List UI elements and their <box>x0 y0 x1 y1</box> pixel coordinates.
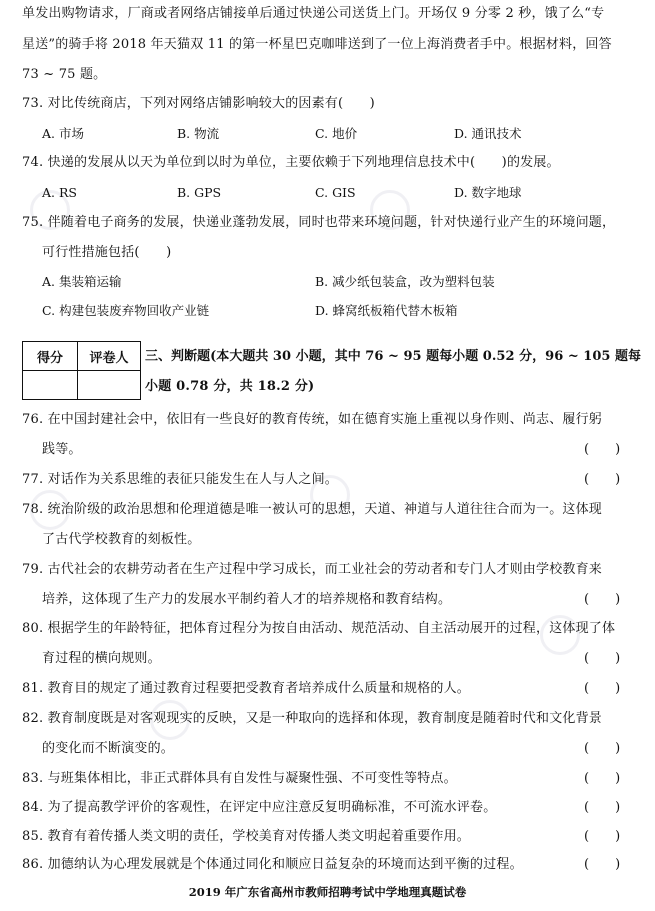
q74-option-c: C. GIS <box>315 185 356 200</box>
judgment-79: 培养，这体现了生产力的发展水平制约着人才的培养规格和教育结构。 <box>42 592 452 607</box>
answer-paren: ( ) <box>584 442 621 457</box>
q75-option-a: A. 集装箱运输 <box>42 274 122 289</box>
judgment-78: 78. 统治阶级的政治思想和伦理道德是唯一被认可的思想，天道、神道与人道往往合而为一。这体现 <box>22 502 603 517</box>
judgment-80: 80. 根据学生的年龄特征，把体育过程分为按自由活动、规范活动、自主活动展开的过程，这体现了体 <box>22 621 616 636</box>
q73-option-a: A. 市场 <box>42 126 84 141</box>
judgment-82: 82. 教育制度既是对客观现实的反映，又是一种取向的选择和体现，教育制度是随着时代和文化背景 <box>22 711 603 726</box>
intro-line: 73 ~ 75 题。 <box>22 67 107 82</box>
grader-label: 评卷人 <box>78 342 141 371</box>
q74-option-d: D. 数字地球 <box>454 185 522 200</box>
q73-option-c: C. 地价 <box>315 126 358 141</box>
judgment-86: 86. 加德纳认为心理发展就是个体通过同化和顺应日益复杂的环境而达到平衡的过程。 <box>22 857 523 872</box>
page-footer: 2019 年广东省高州市教师招聘考试中学地理真题试卷 <box>188 885 467 899</box>
answer-paren: ( ) <box>584 651 621 666</box>
judgment-78: 了古代学校教育的刻板性。 <box>42 532 201 547</box>
judgment-80: 育过程的横向规则。 <box>42 651 161 666</box>
judgment-76: 践等。 <box>42 442 82 457</box>
question-75-stem: 可行性措施包括( ) <box>42 245 172 260</box>
question-75-stem: 75. 伴随着电子商务的发展，快递业蓬勃发展，同时也带来环境问题，针对快递行业产生的环境问题， <box>22 215 616 230</box>
intro-line: 星送”的骑手将 2018 年天猫双 11 的第一杯星巴克咖啡送到了一位上海消费者手中。根据材料，回答 <box>22 37 612 52</box>
answer-paren: ( ) <box>584 472 621 487</box>
judgment-79: 79. 古代社会的农耕劳动者在生产过程中学习成长，而工业社会的劳动者和专门人才则由学校教育来 <box>22 562 603 577</box>
q75-option-c: C. 构建包装废弃物回收产业链 <box>42 303 210 318</box>
answer-paren: ( ) <box>584 592 621 607</box>
q75-option-b: B. 减少纸包装盒，改为塑料包装 <box>315 274 495 289</box>
q74-option-a: A. RS <box>42 185 77 200</box>
answer-paren: ( ) <box>584 829 621 844</box>
section-heading: 三、判断题(本大题共 30 小题，其中 76 ~ 95 题每小题 0.52 分，96 ~ 105 题每 <box>145 349 642 364</box>
answer-paren: ( ) <box>584 857 621 872</box>
answer-paren: ( ) <box>584 741 621 756</box>
judgment-83: 83. 与班集体相比，非正式群体具有自发性与凝聚性强、不可变性等特点。 <box>22 771 457 786</box>
q73-option-d: D. 通讯技术 <box>454 126 522 141</box>
section-heading: 小题 0.78 分，共 18.2 分) <box>145 379 315 394</box>
intro-line: 单发出购物请求，厂商或者网络店铺接单后通过快递公司送货上门。开场仅 9 分零 2 秒，饿了么“专 <box>22 6 605 21</box>
q74-option-b: B. GPS <box>177 185 222 200</box>
q75-option-d: D. 蜂窝纸板箱代替木板箱 <box>315 303 458 318</box>
judgment-84: 84. 为了提高教学评价的客观性，在评定中应注意反复明确标准，不可流水评卷。 <box>22 800 497 815</box>
score-label: 得分 <box>23 342 78 371</box>
answer-paren: ( ) <box>584 771 621 786</box>
question-74-stem: 74. 快递的发展从以天为单位到以时为单位，主要依赖于下列地理信息技术中( )的发展。 <box>22 155 560 170</box>
judgment-85: 85. 教育有着传播人类文明的责任，学校美育对传播人类文明起着重要作用。 <box>22 829 471 844</box>
answer-paren: ( ) <box>584 800 621 815</box>
answer-paren: ( ) <box>584 681 621 696</box>
score-table <box>22 341 141 400</box>
judgment-76: 76. 在中国封建社会中，依旧有一些良好的教育传统，如在德育实施上重视以身作则、尚志、履行躬 <box>22 412 603 427</box>
question-73-stem: 73. 对比传统商店，下列对网络店铺影响较大的因素有( ) <box>22 96 375 111</box>
judgment-81: 81. 教育目的规定了通过教育过程要把受教育者培养成什么质量和规格的人。 <box>22 681 471 696</box>
score-cell <box>23 371 78 400</box>
judgment-77: 77. 对话作为关系思维的表征只能发生在人与人之间。 <box>22 472 339 487</box>
judgment-82: 的变化而不断演变的。 <box>42 741 175 756</box>
q73-option-b: B. 物流 <box>177 126 220 141</box>
grader-cell <box>78 371 141 400</box>
